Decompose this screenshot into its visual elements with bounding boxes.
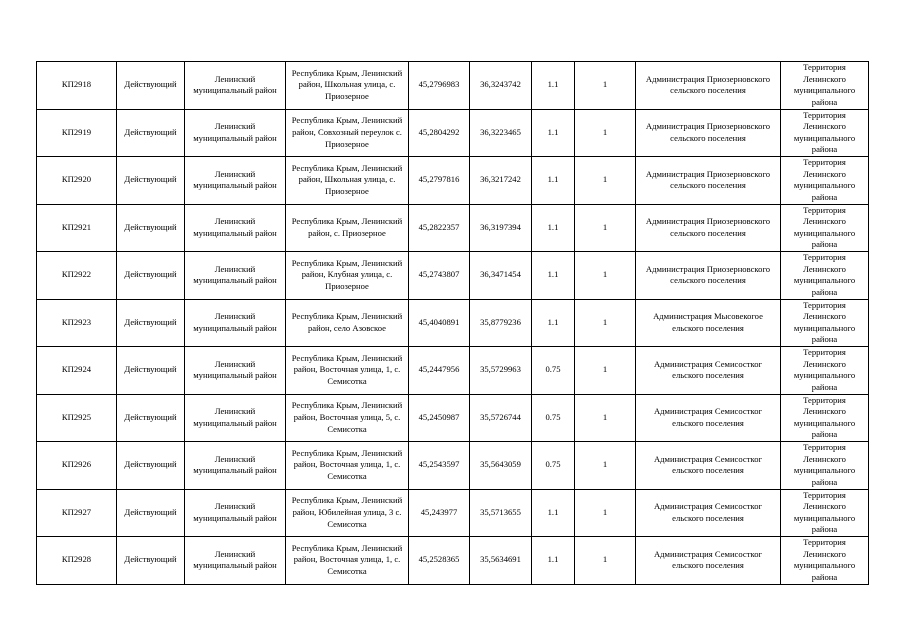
container-volume-cell: 0.75 bbox=[532, 394, 575, 442]
owner-cell: Администрация Приозерновского сельского поселения bbox=[636, 62, 781, 110]
container-count-cell: 1 bbox=[575, 157, 636, 205]
latitude-cell: 45,2450987 bbox=[409, 394, 470, 442]
status-cell: Действующий bbox=[117, 489, 185, 537]
owner-cell: Администрация Приозерновского сельского поселения bbox=[636, 204, 781, 252]
table-row bbox=[37, 489, 869, 537]
container-count-cell: 1 bbox=[575, 204, 636, 252]
table-row bbox=[37, 109, 869, 157]
longitude-cell: 35,5729963 bbox=[470, 347, 532, 395]
point-code-cell: КП2923 bbox=[37, 299, 117, 347]
container-count-cell: 1 bbox=[575, 489, 636, 537]
address-cell: Республика Крым, Ленинский район, село Азовское bbox=[286, 299, 409, 347]
district-cell: Ленинский муниципальный район bbox=[185, 62, 286, 110]
container-count-cell: 1 bbox=[575, 62, 636, 110]
point-code-cell: КП2918 bbox=[37, 62, 117, 110]
point-code-cell: КП2928 bbox=[37, 537, 117, 585]
latitude-cell: 45,2804292 bbox=[409, 109, 470, 157]
owner-cell: Администрация Приозерновского сельского поселения bbox=[636, 252, 781, 300]
address-cell: Республика Крым, Ленинский район, Совхозный переулок с. Приозерное bbox=[286, 109, 409, 157]
container-count-cell: 1 bbox=[575, 394, 636, 442]
container-count-cell: 1 bbox=[575, 347, 636, 395]
container-volume-cell: 0.75 bbox=[532, 442, 575, 490]
territory-cell: Территория Ленинского муниципального района bbox=[781, 442, 869, 490]
district-cell: Ленинский муниципальный район bbox=[185, 204, 286, 252]
table-row bbox=[37, 537, 869, 585]
latitude-cell: 45,2796983 bbox=[409, 62, 470, 110]
longitude-cell: 35,5713655 bbox=[470, 489, 532, 537]
container-volume-cell: 1.1 bbox=[532, 537, 575, 585]
owner-cell: Администрация Семисостког ельского поселения bbox=[636, 489, 781, 537]
table-row bbox=[37, 299, 869, 347]
address-cell: Республика Крым, Ленинский район, Восточная улица, 1, с. Семисотка bbox=[286, 537, 409, 585]
district-cell: Ленинский муниципальный район bbox=[185, 252, 286, 300]
container-count-cell: 1 bbox=[575, 442, 636, 490]
longitude-cell: 36,3223465 bbox=[470, 109, 532, 157]
territory-cell: Территория Ленинского муниципального района bbox=[781, 299, 869, 347]
container-count-cell: 1 bbox=[575, 299, 636, 347]
latitude-cell: 45,2797816 bbox=[409, 157, 470, 205]
district-cell: Ленинский муниципальный район bbox=[185, 537, 286, 585]
district-cell: Ленинский муниципальный район bbox=[185, 347, 286, 395]
latitude-cell: 45,2743807 bbox=[409, 252, 470, 300]
district-cell: Ленинский муниципальный район bbox=[185, 394, 286, 442]
address-cell: Республика Крым, Ленинский район, Школьная улица, с. Приозерное bbox=[286, 62, 409, 110]
table-row bbox=[37, 204, 869, 252]
table-row bbox=[37, 442, 869, 490]
container-volume-cell: 1.1 bbox=[532, 252, 575, 300]
address-cell: Республика Крым, Ленинский район, Юбилейная улица, 3 с. Семисотка bbox=[286, 489, 409, 537]
address-cell: Республика Крым, Ленинский район, Восточная улица, 1, с. Семисотка bbox=[286, 347, 409, 395]
latitude-cell: 45,2528365 bbox=[409, 537, 470, 585]
point-code-cell: КП2921 bbox=[37, 204, 117, 252]
address-cell: Республика Крым, Ленинский район, Восточная улица, 5, с. Семисотка bbox=[286, 394, 409, 442]
status-cell: Действующий bbox=[117, 442, 185, 490]
status-cell: Действующий bbox=[117, 62, 185, 110]
territory-cell: Территория Ленинского муниципального района bbox=[781, 537, 869, 585]
district-cell: Ленинский муниципальный район bbox=[185, 109, 286, 157]
status-cell: Действующий bbox=[117, 204, 185, 252]
container-volume-cell: 1.1 bbox=[532, 299, 575, 347]
territory-cell: Территория Ленинского муниципального района bbox=[781, 489, 869, 537]
point-code-cell: КП2922 bbox=[37, 252, 117, 300]
point-code-cell: КП2927 bbox=[37, 489, 117, 537]
territory-cell: Территория Ленинского муниципального района bbox=[781, 62, 869, 110]
address-cell: Республика Крым, Ленинский район, Клубная улица, с. Приозерное bbox=[286, 252, 409, 300]
table-row bbox=[37, 347, 869, 395]
container-volume-cell: 1.1 bbox=[532, 62, 575, 110]
container-volume-cell: 0.75 bbox=[532, 347, 575, 395]
territory-cell: Территория Ленинского муниципального района bbox=[781, 204, 869, 252]
point-code-cell: КП2920 bbox=[37, 157, 117, 205]
container-volume-cell: 1.1 bbox=[532, 489, 575, 537]
table-row bbox=[37, 252, 869, 300]
latitude-cell: 45,4040891 bbox=[409, 299, 470, 347]
point-code-cell: КП2926 bbox=[37, 442, 117, 490]
district-cell: Ленинский муниципальный район bbox=[185, 157, 286, 205]
longitude-cell: 35,8779236 bbox=[470, 299, 532, 347]
territory-cell: Территория Ленинского муниципального района bbox=[781, 394, 869, 442]
registry-table-body bbox=[37, 62, 869, 585]
status-cell: Действующий bbox=[117, 157, 185, 205]
longitude-cell: 35,5634691 bbox=[470, 537, 532, 585]
latitude-cell: 45,2543597 bbox=[409, 442, 470, 490]
address-cell: Республика Крым, Ленинский район, Восточная улица, 1, с. Семисотка bbox=[286, 442, 409, 490]
registry-table bbox=[36, 61, 869, 585]
point-code-cell: КП2924 bbox=[37, 347, 117, 395]
district-cell: Ленинский муниципальный район bbox=[185, 442, 286, 490]
status-cell: Действующий bbox=[117, 299, 185, 347]
container-volume-cell: 1.1 bbox=[532, 204, 575, 252]
owner-cell: Администрация Мысовекогое ельского поселения bbox=[636, 299, 781, 347]
address-cell: Республика Крым, Ленинский район, Школьная улица, с. Приозерное bbox=[286, 157, 409, 205]
table-row bbox=[37, 62, 869, 110]
district-cell: Ленинский муниципальный район bbox=[185, 299, 286, 347]
address-cell: Республика Крым, Ленинский район, с. Приозерное bbox=[286, 204, 409, 252]
territory-cell: Территория Ленинского муниципального района bbox=[781, 347, 869, 395]
status-cell: Действующий bbox=[117, 394, 185, 442]
status-cell: Действующий bbox=[117, 347, 185, 395]
longitude-cell: 35,5643059 bbox=[470, 442, 532, 490]
table-row bbox=[37, 394, 869, 442]
longitude-cell: 35,5726744 bbox=[470, 394, 532, 442]
owner-cell: Администрация Приозерновского сельского поселения bbox=[636, 109, 781, 157]
container-count-cell: 1 bbox=[575, 252, 636, 300]
territory-cell: Территория Ленинского муниципального района bbox=[781, 109, 869, 157]
territory-cell: Территория Ленинского муниципального района bbox=[781, 252, 869, 300]
status-cell: Действующий bbox=[117, 252, 185, 300]
latitude-cell: 45,2447956 bbox=[409, 347, 470, 395]
territory-cell: Территория Ленинского муниципального района bbox=[781, 157, 869, 205]
container-count-cell: 1 bbox=[575, 109, 636, 157]
owner-cell: Администрация Семисостког ельского поселения bbox=[636, 442, 781, 490]
district-cell: Ленинский муниципальный район bbox=[185, 489, 286, 537]
owner-cell: Администрация Семисостког ельского поселения bbox=[636, 347, 781, 395]
longitude-cell: 36,3243742 bbox=[470, 62, 532, 110]
latitude-cell: 45,2822357 bbox=[409, 204, 470, 252]
status-cell: Действующий bbox=[117, 537, 185, 585]
owner-cell: Администрация Приозерновского сельского поселения bbox=[636, 157, 781, 205]
owner-cell: Администрация Семисостког ельского поселения bbox=[636, 394, 781, 442]
status-cell: Действующий bbox=[117, 109, 185, 157]
longitude-cell: 36,3471454 bbox=[470, 252, 532, 300]
point-code-cell: КП2919 bbox=[37, 109, 117, 157]
point-code-cell: КП2925 bbox=[37, 394, 117, 442]
owner-cell: Администрация Семисостког ельского поселения bbox=[636, 537, 781, 585]
container-count-cell: 1 bbox=[575, 537, 636, 585]
longitude-cell: 36,3197394 bbox=[470, 204, 532, 252]
table-row bbox=[37, 157, 869, 205]
container-volume-cell: 1.1 bbox=[532, 157, 575, 205]
container-volume-cell: 1.1 bbox=[532, 109, 575, 157]
latitude-cell: 45,243977 bbox=[409, 489, 470, 537]
longitude-cell: 36,3217242 bbox=[470, 157, 532, 205]
